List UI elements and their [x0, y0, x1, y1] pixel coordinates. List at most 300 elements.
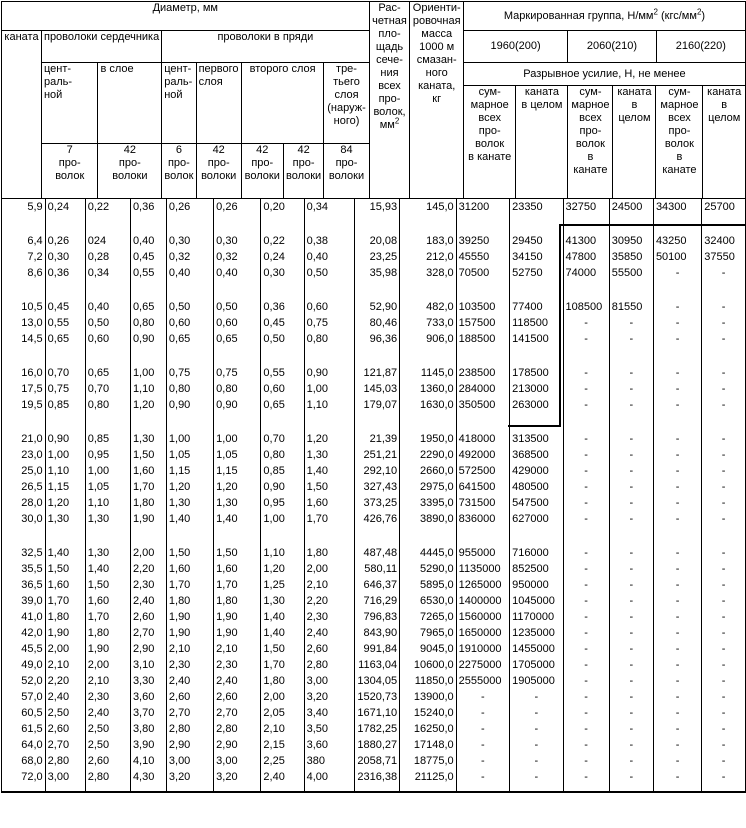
spacer-cell: [2, 215, 45, 233]
table-cell: 2,10: [261, 721, 304, 737]
table-cell: -: [510, 753, 563, 769]
thick-border-top: [560, 224, 745, 226]
table-cell: -: [456, 705, 509, 721]
rope-total-2160-header: [703, 86, 745, 198]
spacer-cell: [45, 527, 85, 545]
table-cell: -: [456, 689, 509, 705]
table-cell: 2,30: [130, 577, 166, 593]
table-row: [2, 381, 745, 397]
table-cell: 1,80: [261, 673, 304, 689]
table-cell: 3,40: [304, 705, 354, 721]
table-cell: 3,70: [130, 705, 166, 721]
core-layer-header: в слое: [98, 63, 162, 144]
core-wires-header: проволоки сердечника: [41, 31, 161, 63]
table-cell: 0,90: [261, 479, 304, 495]
spacer-cell: [456, 527, 509, 545]
table-bottom: [2, 792, 746, 793]
spacer-cell: [400, 347, 457, 365]
table-cell: 2,40: [214, 673, 261, 689]
spacer-cell: [609, 347, 653, 365]
table-cell: -: [721, 267, 726, 279]
table-cell: 1,00: [261, 511, 304, 527]
table-cell: 34300: [653, 199, 701, 215]
spacer-cell: [261, 413, 304, 431]
table-row: [2, 463, 745, 479]
table-cell: 0,36: [261, 299, 304, 315]
table-cell: -: [653, 721, 701, 737]
table-cell: 1,80: [85, 625, 130, 641]
table-cell: -: [563, 315, 609, 331]
table-cell: 3,00: [45, 769, 85, 785]
table-cell: 1,30: [261, 593, 304, 609]
spacer-cell: [563, 785, 609, 791]
spacer-cell: [85, 215, 130, 233]
spacer-cell: [45, 413, 85, 431]
table-cell: -: [721, 739, 726, 751]
table-cell: 0,40: [85, 299, 130, 315]
group-table: [2, 233, 745, 299]
table-cell: -: [653, 431, 701, 447]
count-strand-central: 6 про- волок: [162, 144, 196, 199]
table-cell: 0,80: [214, 381, 261, 397]
table-cell: 21,0: [2, 431, 45, 447]
group-cell: [2, 199, 746, 234]
group-cell: [2, 299, 746, 365]
table-cell: 178500: [510, 365, 563, 381]
table-row: [2, 199, 745, 215]
group-table: [2, 299, 745, 365]
spacer-cell: [214, 347, 261, 365]
group-cell: [2, 365, 746, 431]
table-cell: 1,30: [85, 545, 130, 561]
table-cell: -: [609, 479, 653, 495]
table-cell: 0,34: [85, 265, 130, 281]
table-cell: 0,75: [45, 381, 85, 397]
table-cell: -: [609, 593, 653, 609]
spacer-cell: [563, 347, 609, 365]
table-cell: 2,00: [85, 657, 130, 673]
data-group: [2, 431, 746, 545]
table-cell: 1,80: [304, 545, 354, 561]
table-cell: 2555000: [456, 673, 509, 689]
rope-spec-table: [1, 1, 746, 793]
table-cell: 1,00: [304, 381, 354, 397]
table-cell: 1,20: [214, 479, 261, 495]
table-cell: 1,20: [304, 431, 354, 447]
table-cell: 17148,0: [400, 737, 457, 753]
table-cell: -: [609, 331, 653, 347]
table-cell: 2,80: [304, 657, 354, 673]
table-cell: 11850,0: [400, 673, 457, 689]
table-cell: -: [653, 753, 701, 769]
table-cell: -: [510, 689, 563, 705]
table-cell: -: [721, 513, 726, 525]
table-cell: 1,60: [130, 463, 166, 479]
table-cell: 368500: [510, 447, 563, 463]
spacer-cell: [261, 785, 304, 791]
table-cell: -: [456, 737, 509, 753]
table-cell: 52,0: [2, 673, 45, 689]
table-cell: 0,65: [85, 365, 130, 381]
group-cell: [2, 545, 746, 792]
spacer-cell: [456, 281, 509, 299]
table-cell: 2,70: [130, 625, 166, 641]
table-cell: -: [721, 317, 726, 329]
table-cell: -: [653, 673, 701, 689]
table-cell: 1455000: [510, 641, 563, 657]
table-cell: -: [609, 625, 653, 641]
spacer-cell: [130, 281, 166, 299]
table-cell: 2,50: [85, 737, 130, 753]
table-cell: 1,40: [261, 625, 304, 641]
table-cell: 45,5: [2, 641, 45, 657]
table-cell: 1,05: [166, 447, 213, 463]
table-cell: 380: [304, 753, 354, 769]
table-cell: 6,4: [2, 233, 45, 249]
table-cell: 1705000: [510, 657, 563, 673]
table-cell: -: [563, 625, 609, 641]
spacer-cell: [2, 785, 45, 791]
table-cell: 0,85: [45, 397, 85, 413]
table-cell: 1,00: [214, 431, 261, 447]
table-cell: -: [653, 315, 701, 331]
spacer-cell: [456, 785, 509, 791]
table-cell: 646,37: [354, 577, 399, 593]
table-cell: 2,80: [166, 721, 213, 737]
table-cell: -: [653, 737, 701, 753]
table-cell: -: [456, 721, 509, 737]
table-cell: 0,90: [166, 397, 213, 413]
table-cell: 373,25: [354, 495, 399, 511]
table-row: [2, 625, 745, 641]
table-cell: 21125,0: [400, 769, 457, 785]
table-cell: -: [653, 495, 701, 511]
spacer-cell: [45, 215, 85, 233]
table-cell: 212,0: [400, 249, 457, 265]
table-cell: -: [653, 265, 701, 281]
table-cell: 49,0: [2, 657, 45, 673]
table-cell: 42,0: [2, 625, 45, 641]
spacer-cell: [2, 413, 45, 431]
spacer-cell: [702, 347, 745, 365]
spacer-cell: [166, 215, 213, 233]
spacer-cell: [261, 347, 304, 365]
table-cell: 1,60: [85, 593, 130, 609]
table-cell: 43250: [653, 233, 701, 249]
table-cell: 950000: [510, 577, 563, 593]
table-row: [2, 495, 745, 511]
spacer-cell: [166, 347, 213, 365]
spacer-cell: [130, 527, 166, 545]
table-cell: -: [609, 737, 653, 753]
third-layer-header: тре- тьего слоя (наруж- ного): [324, 63, 369, 144]
table-cell: 0,70: [261, 431, 304, 447]
table-cell: 2660,0: [400, 463, 457, 479]
table-cell: 1950,0: [400, 431, 457, 447]
table-cell: 19,5: [2, 397, 45, 413]
table-cell: 1,05: [214, 447, 261, 463]
table-cell: 2,20: [304, 593, 354, 609]
table-cell: 2,30: [85, 689, 130, 705]
table-cell: 3,00: [166, 753, 213, 769]
table-cell: 2,90: [130, 641, 166, 657]
table-cell: 145,0: [400, 199, 457, 215]
spacer-cell: [85, 347, 130, 365]
table-cell: 1,70: [261, 657, 304, 673]
table-cell: -: [721, 563, 726, 575]
table-cell: -: [653, 381, 701, 397]
table-cell: 627000: [510, 511, 563, 527]
table-cell: 731500: [456, 495, 509, 511]
table-cell: 9045,0: [400, 641, 457, 657]
table-cell: 32400: [704, 235, 735, 247]
table-cell: 2,40: [85, 705, 130, 721]
table-cell: 2,00: [304, 561, 354, 577]
table-cell: 1,00: [166, 431, 213, 447]
table-row: [2, 641, 745, 657]
table-cell: 1,60: [166, 561, 213, 577]
table-cell: 1265000: [456, 577, 509, 593]
table-cell: 1,50: [85, 577, 130, 593]
second-layer-header: второго слоя: [241, 63, 324, 144]
table-cell: 2,20: [130, 561, 166, 577]
group-spacer: [2, 281, 745, 299]
table-cell: -: [721, 643, 726, 655]
spacer-cell: [214, 215, 261, 233]
table-cell: 2,60: [166, 689, 213, 705]
table-cell: 2,10: [166, 641, 213, 657]
bottom-border: [2, 792, 746, 793]
table-cell: 0,80: [166, 381, 213, 397]
table-cell: -: [563, 381, 609, 397]
table-cell: 1,50: [261, 641, 304, 657]
table-cell: 1045000: [510, 593, 563, 609]
table-cell: -: [609, 431, 653, 447]
spacer-cell: [130, 347, 166, 365]
table-cell: 0,50: [85, 315, 130, 331]
table-cell: -: [653, 397, 701, 413]
spacer-cell: [563, 281, 609, 299]
table-cell: 1,50: [45, 561, 85, 577]
table-cell: -: [563, 673, 609, 689]
table-cell: 35,98: [354, 265, 399, 281]
table-cell: 10,5: [2, 299, 45, 315]
table-cell: -: [653, 365, 701, 381]
spacer-cell: [261, 527, 304, 545]
table-cell: 429000: [510, 463, 563, 479]
spacer-cell: [354, 527, 399, 545]
table-cell: 1,70: [304, 511, 354, 527]
table-cell: 32750: [563, 199, 609, 215]
table-cell: 0,26: [214, 199, 261, 215]
table-cell: 0,65: [45, 331, 85, 347]
table-row: [2, 265, 745, 281]
table-cell: 1,05: [85, 479, 130, 495]
table-cell: -: [563, 397, 609, 413]
table-cell: 0,26: [166, 199, 213, 215]
spacer-cell: [354, 785, 399, 791]
table-cell: 15240,0: [400, 705, 457, 721]
spacer-cell: [261, 281, 304, 299]
breaking-subheaders: [464, 86, 745, 198]
table-cell: 26,5: [2, 479, 45, 495]
spacer-cell: [609, 785, 653, 791]
table-cell: -: [609, 753, 653, 769]
table-cell: 1170000: [510, 609, 563, 625]
table-cell: -: [609, 397, 653, 413]
breaking-subheader-text: сум- марное всех про- волок в канате: [468, 86, 512, 163]
table-cell: 7,2: [2, 249, 45, 265]
table-cell: 2,80: [45, 753, 85, 769]
count-second-layer-b: 42 про- волоки: [283, 144, 324, 199]
table-cell: 0,24: [261, 249, 304, 265]
table-cell: 41,0: [2, 609, 45, 625]
table-cell: 55500: [609, 265, 653, 281]
table-cell: -: [563, 545, 609, 561]
data-group: [2, 545, 746, 792]
spacer-cell: [166, 527, 213, 545]
table-cell: -: [609, 721, 653, 737]
table-row: [2, 721, 745, 737]
spacer-cell: [653, 347, 701, 365]
table-cell: 4445,0: [400, 545, 457, 561]
table-cell: 492000: [456, 447, 509, 463]
area-header: Рас- четная пло- щадь сече- ния всех про- волок, $мм^2$: [369, 2, 410, 199]
table-cell: -: [653, 641, 701, 657]
spacer-cell: [653, 413, 701, 431]
core-central-header: цент- раль- ной: [41, 63, 98, 144]
table-cell: 1650000: [456, 625, 509, 641]
table-cell: -: [563, 495, 609, 511]
table-cell: 328,0: [400, 265, 457, 281]
table-row: [2, 753, 745, 769]
spacer-cell: [563, 413, 609, 431]
table-cell: 350500: [456, 397, 509, 413]
table-cell: 0,24: [45, 199, 85, 215]
table-cell: 0,50: [214, 299, 261, 315]
table-cell: 2,00: [45, 641, 85, 657]
table-cell: 3,60: [304, 737, 354, 753]
table-cell: 1400000: [456, 593, 509, 609]
table-cell: 80,46: [354, 315, 399, 331]
count-first-layer: 42 про- волоки: [196, 144, 241, 199]
grade-2160-header: 2160(220): [656, 31, 745, 63]
table-cell: 2975,0: [400, 479, 457, 495]
spacer-cell: [510, 215, 563, 233]
table-cell: 21,39: [354, 431, 399, 447]
table-cell: 50100: [653, 249, 701, 265]
breaking-force-block: [463, 63, 745, 199]
table-cell: 1,20: [130, 397, 166, 413]
table-cell: 30950: [609, 233, 653, 249]
table-cell: 2275000: [456, 657, 509, 673]
table-cell: 16,0: [2, 365, 45, 381]
table-cell: 1,80: [166, 593, 213, 609]
table-cell: 1,80: [130, 495, 166, 511]
table-cell: 28,0: [2, 495, 45, 511]
table-cell: 0,65: [261, 397, 304, 413]
table-cell: -: [563, 577, 609, 593]
spacer-cell: [214, 785, 261, 791]
table-cell: 1,00: [130, 365, 166, 381]
table-cell: 0,30: [166, 233, 213, 249]
table-cell: 0,45: [130, 249, 166, 265]
table-cell: 0,45: [45, 299, 85, 315]
table-cell: 1560000: [456, 609, 509, 625]
spacer-cell: [45, 785, 85, 791]
rope-total-2060-header: [613, 86, 656, 198]
table-cell: 1,90: [85, 641, 130, 657]
table-cell: 2,70: [214, 705, 261, 721]
table-cell: 2,70: [45, 737, 85, 753]
table-cell: 5290,0: [400, 561, 457, 577]
table-cell: 0,36: [130, 199, 166, 215]
table-cell: 1,40: [85, 561, 130, 577]
table-cell: -: [721, 333, 726, 345]
table-cell: 0,60: [166, 315, 213, 331]
table-cell: 1360,0: [400, 381, 457, 397]
table-cell: 1,40: [45, 545, 85, 561]
table-cell: 0,90: [214, 397, 261, 413]
spacer-cell: [304, 215, 354, 233]
spacer-cell: [85, 281, 130, 299]
table-cell: 45550: [456, 249, 509, 265]
table-cell: 25700: [704, 201, 735, 213]
table-cell: 1,80: [214, 593, 261, 609]
table-cell: 0,80: [304, 331, 354, 347]
table-cell: -: [721, 691, 726, 703]
table-cell: 836000: [456, 511, 509, 527]
spacer-cell: [85, 413, 130, 431]
table-cell: -: [609, 495, 653, 511]
table-cell: 1,80: [45, 609, 85, 625]
table-cell: 0,60: [261, 381, 304, 397]
table-row: [2, 769, 745, 785]
table-cell: 0,75: [304, 315, 354, 331]
spacer-cell: [2, 347, 45, 365]
table-cell: 0,85: [261, 463, 304, 479]
spacer-cell: [214, 413, 261, 431]
table-cell: 0,40: [166, 265, 213, 281]
table-cell: 1,20: [261, 561, 304, 577]
table-cell: 955000: [456, 545, 509, 561]
group-spacer: [2, 347, 745, 365]
spacer-cell: [702, 527, 745, 545]
table-cell: 2,10: [304, 577, 354, 593]
table-row: [2, 689, 745, 705]
table-cell: 0,22: [85, 199, 130, 215]
table-cell: 179,07: [354, 397, 399, 413]
table-cell: 418000: [456, 431, 509, 447]
diameter-header: Диаметр, мм: [2, 2, 370, 31]
table-cell: -: [609, 641, 653, 657]
table-cell: 2,60: [85, 753, 130, 769]
spacer-cell: [354, 347, 399, 365]
table-cell: 74000: [563, 265, 609, 281]
table-cell: 1905000: [510, 673, 563, 689]
table-cell: 0,80: [85, 397, 130, 413]
table-cell: 480500: [510, 479, 563, 495]
sum-wires-1960-header: [464, 86, 516, 198]
table-cell: 1,40: [214, 511, 261, 527]
table-cell: 20,08: [354, 233, 399, 249]
spacer-cell: [304, 527, 354, 545]
table-cell: 0,22: [261, 233, 304, 249]
table-cell: -: [609, 689, 653, 705]
table-cell: 0,34: [304, 199, 354, 215]
table-cell: 1,50: [214, 545, 261, 561]
table-row: [2, 431, 745, 447]
